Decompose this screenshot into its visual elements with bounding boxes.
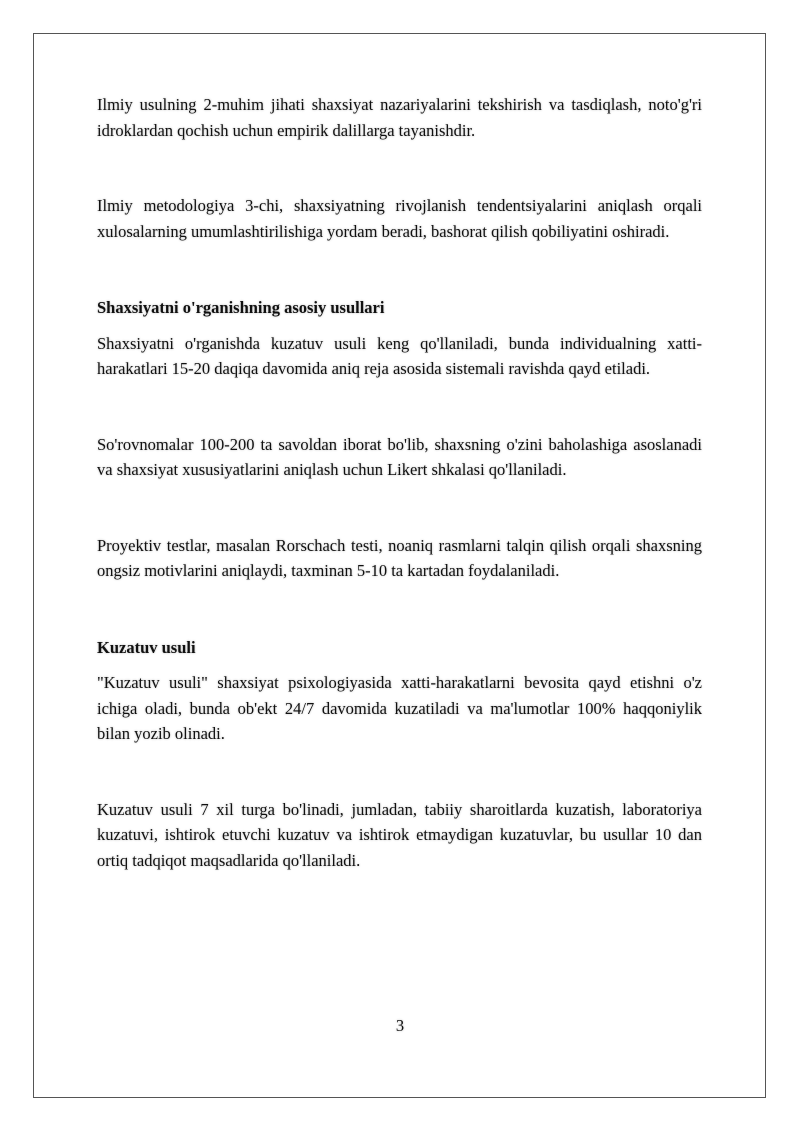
paragraph-scientific-method-evidence: Ilmiy usulning 2-muhim jihati shaxsiyat nazariyalarini tekshirish va tasdiqlash, noto'g'ri idroklardan qochish uchun empirik dalillarga tayanishdir. xyxy=(97,95,702,140)
paragraph-projective-tests: Proyektiv testlar, masalan Rorschach testi, noaniq rasmlarni talqin qilish orqali shaxsning ongsiz motivlarini aniqlaydi, taxminan 5-10 ta kartadan foydalaniladi. xyxy=(97,535,702,580)
page-content xyxy=(97,92,702,873)
paragraph-observation-definition: "Kuzatuv usuli" shaxsiyat psixologiyasida xatti-harakatlarni bevosita qayd etishni o'z ichiga oladi, bunda ob'ekt 24/7 davomida kuzatiladi va ma'lumotlar 100% haqqoniylik bilan yozib olinadi. xyxy=(97,673,702,743)
paragraph-scientific-methodology: Ilmiy metodologiya 3-chi, shaxsiyatning rivojlanish tendentsiyalarini aniqlash orqali xulosalarning umumlashtirilishiga yordam beradi, bashorat qilish qobiliyatini oshiradi. xyxy=(97,196,702,241)
paragraph-questionnaires: So'rovnomalar 100-200 ta savoldan iborat bo'lib, shaxsning o'zini baholashiga asoslanadi va shaxsiyat xususiyatlarini aniqlash uchun Likert shkalasi qo'llaniladi. xyxy=(97,434,702,479)
page-number: 3 xyxy=(395,1016,405,1035)
paragraph-observation-overview: Shaxsiyatni o'rganishda kuzatuv usuli keng qo'llaniladi, bunda individualning xatti-harakatlari 15-20 daqiqa davomida aniq reja asosida sistemali ravishda qayd etiladi. xyxy=(97,333,702,378)
heading-main-methods: Shaxsiyatni o'rganishning asosiy usullari xyxy=(97,298,385,317)
heading-observation-method: Kuzatuv usuli xyxy=(97,637,196,657)
paragraph-observation-types: Kuzatuv usuli 7 xil turga bo'linadi, jumladan, tabiiy sharoitlarda kuzatish, laboratoriya kuzatuvi, ishtirok etuvchi kuzatuv va ishtirok etmaydigan kuzatuvlar, bu usullar 10 dan ortiq tadqiqot maqsadlarida qo'llaniladi. xyxy=(97,799,702,870)
